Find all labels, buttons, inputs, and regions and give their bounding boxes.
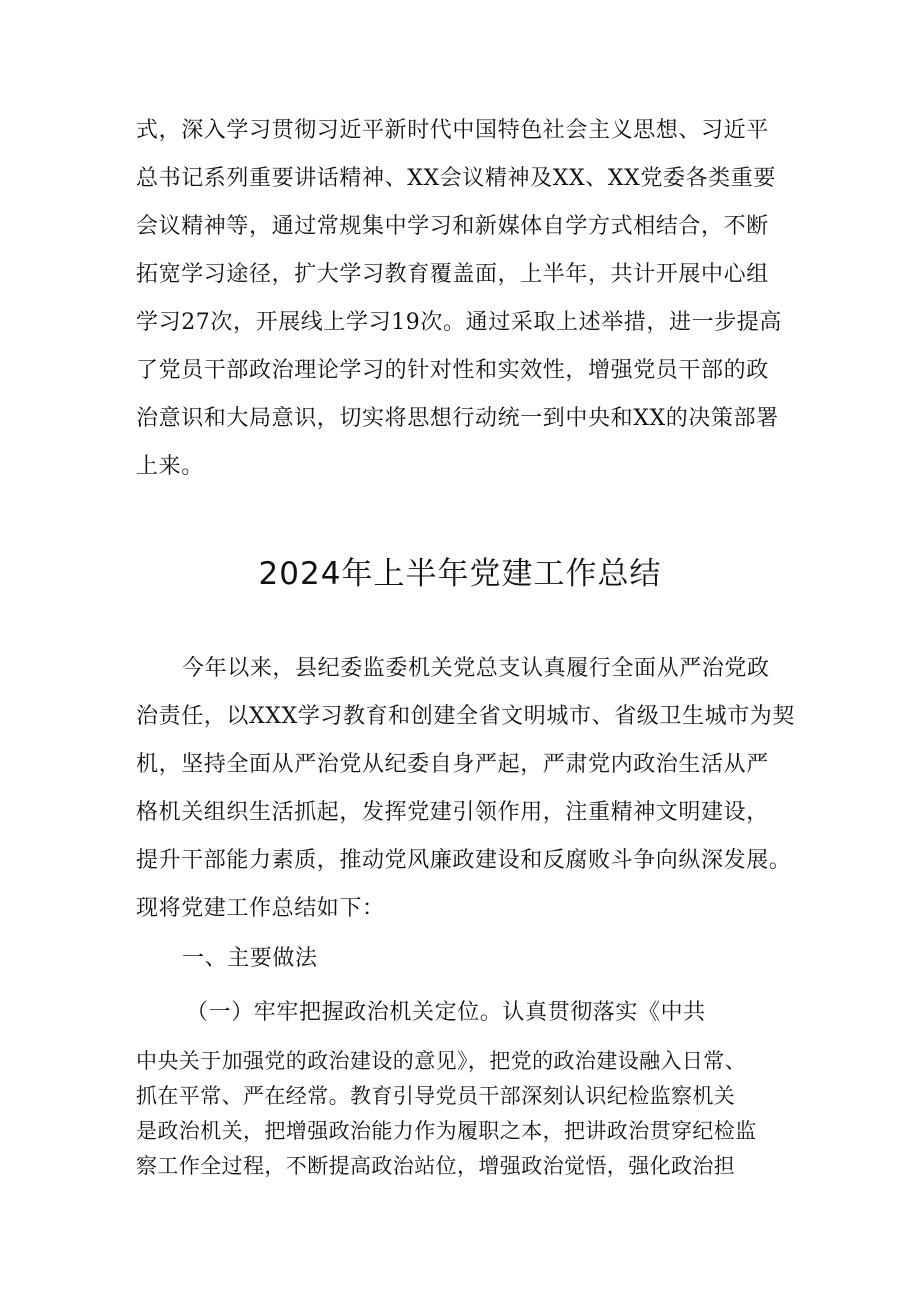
intro-line-1: 式，深入学习贯彻习近平新时代中国特色社会主义思想、习近平 (136, 118, 769, 143)
intro-line-7: 治意识和大局意识，切实将思想行动统一到中央和XX的决策部署 (136, 406, 779, 431)
document-title: 2024年上半年党建工作总结 (258, 556, 662, 592)
body-line-5: 提升干部能力素质，推动党风廉政建设和反腐败斗争向纵深发展。 (136, 848, 792, 873)
intro-line-8: 上来。 (136, 454, 204, 479)
intro-line-6: 了党员干部政治理论学习的针对性和实效性，增强党员干部的政 (136, 358, 769, 383)
body-line-6: 现将党建工作总结如下： (136, 896, 385, 921)
dense-line-3: 是政治机关，把增强政治能力作为履职之本，把讲政治贯穿纪检监 (136, 1119, 757, 1143)
dense-line-1: 中央关于加强党的政治建设的意见》，把党的政治建设融入日常、 (136, 1049, 747, 1073)
subsection-heading: （一）牢牢把握政治机关定位。认真贯彻落实《中共 (186, 1000, 706, 1025)
intro-line-2: 总书记系列重要讲话精神、XX会议精神及XX、XX党委各类重要 (136, 166, 776, 191)
dense-line-2: 抓在平常、严在经常。教育引导党员干部深刻认识纪检监察机关 (136, 1084, 736, 1108)
intro-line-3: 会议精神等，通过常规集中学习和新媒体自学方式相结合，不断 (136, 214, 769, 239)
body-line-3: 机，坚持全面从严治党从纪委自身严起，严肃党内政治生活从严 (136, 752, 769, 777)
body-line-1: 今年以来，县纪委监委机关党总支认真履行全面从严治党政 (182, 656, 770, 681)
intro-line-4: 拓宽学习途径，扩大学习教育覆盖面，上半年，共计开展中心组 (136, 262, 769, 287)
body-line-4: 格机关组织生活抓起，发挥党建引领作用，注重精神文明建设， (136, 800, 769, 825)
body-line-2: 治责任，以XXX学习教育和创建全省文明城市、省级卫生城市为契 (136, 704, 795, 729)
section-heading: 一、主要做法 (182, 946, 318, 971)
intro-line-5: 学习27次，开展线上学习19次。通过采取上述举措，进一步提高 (136, 310, 782, 335)
dense-line-4: 察工作全过程，不断提高政治站位，增强政治觉悟，强化政治担 (136, 1154, 736, 1178)
